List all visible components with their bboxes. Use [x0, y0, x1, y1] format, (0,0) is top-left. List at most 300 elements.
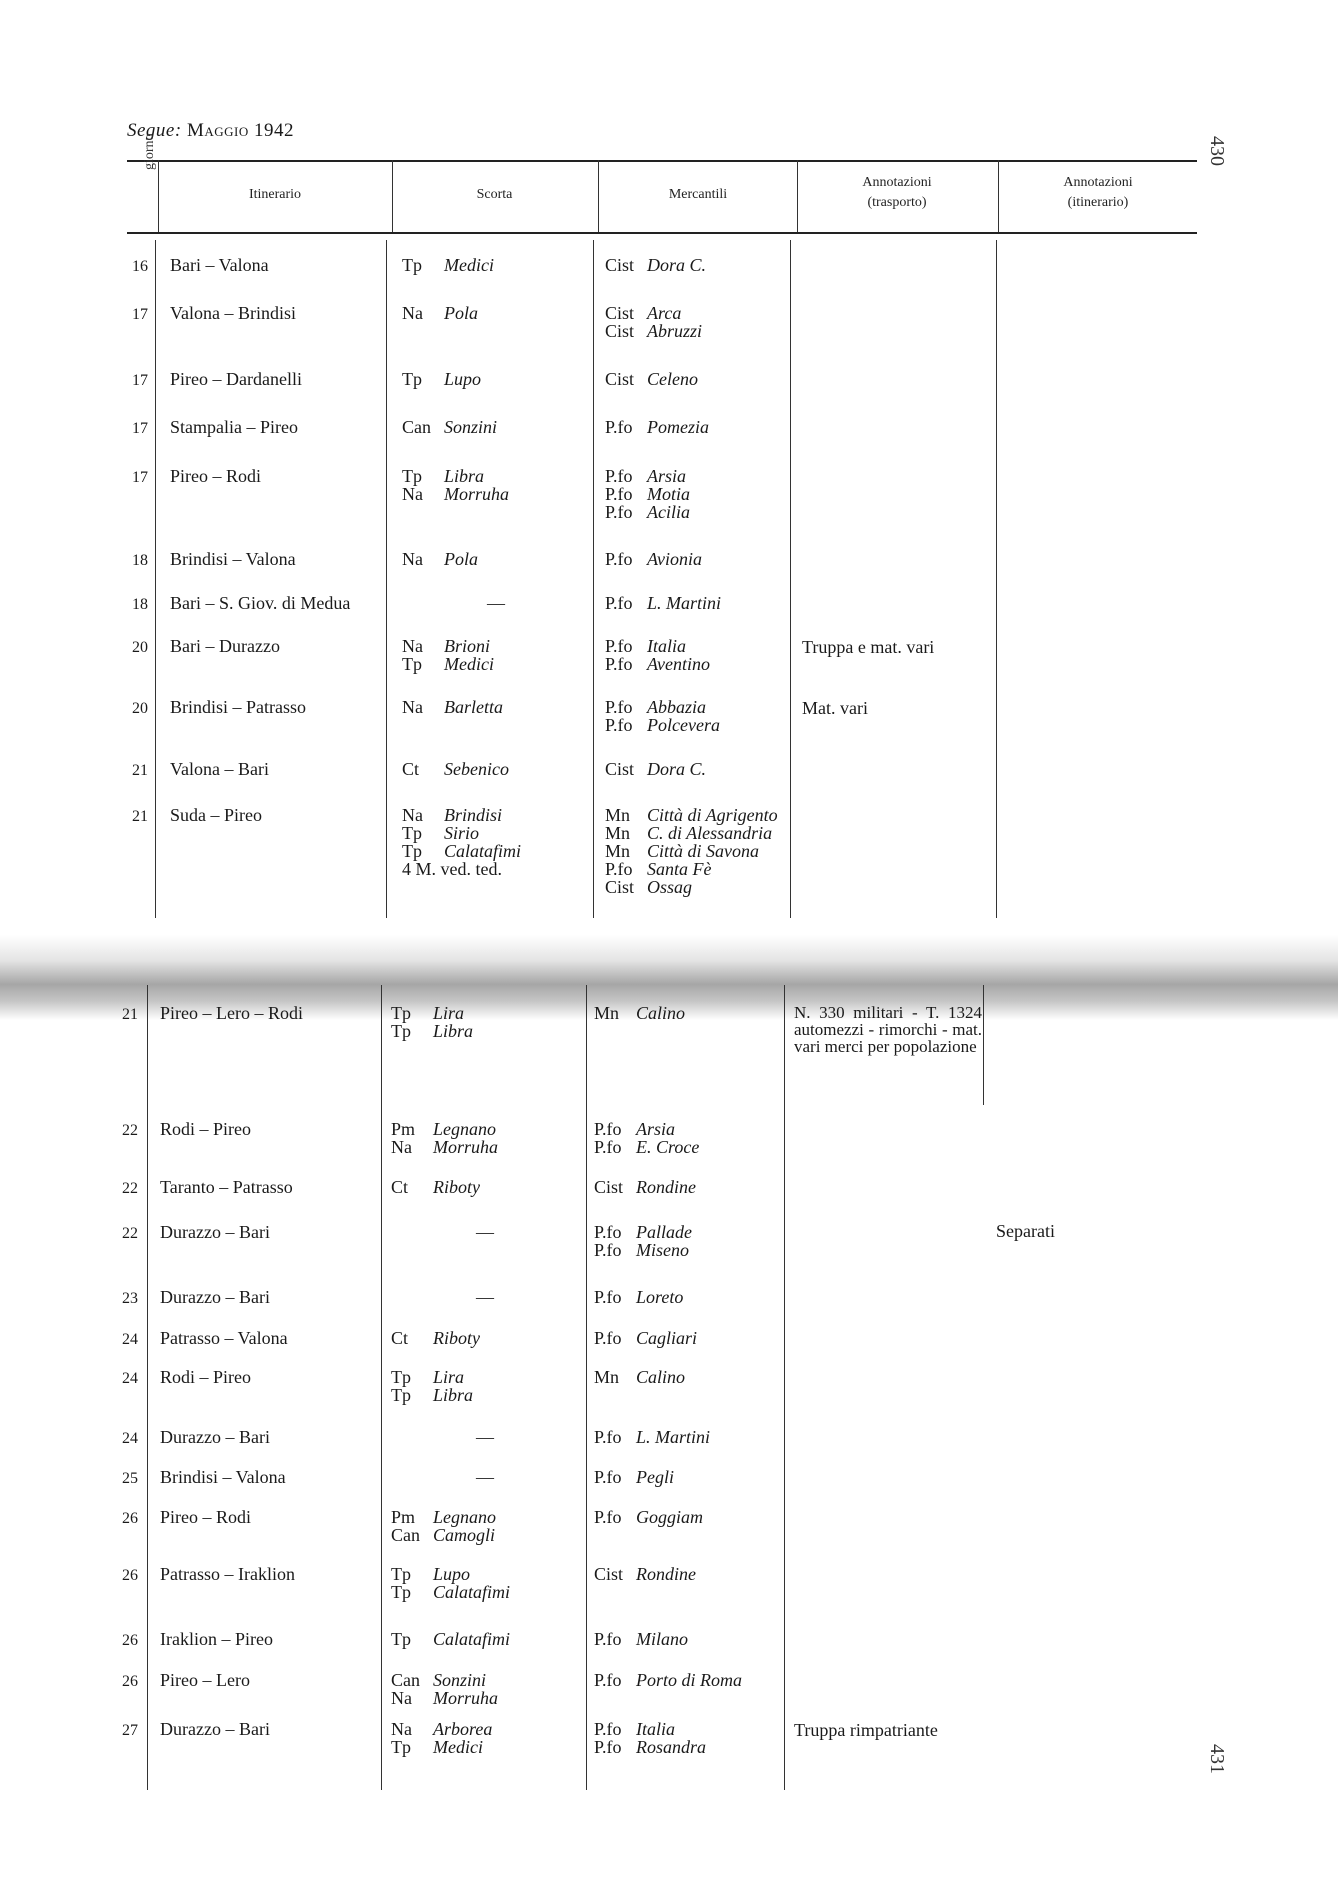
row-merchant-name: Rondine	[636, 1564, 696, 1584]
row-escort-type: Tp	[391, 1367, 411, 1387]
row-day: 23	[122, 1290, 138, 1307]
row-route: Durazzo – Bari	[160, 1719, 270, 1739]
row-escort-type: Tp	[391, 1021, 411, 1041]
row-merchant-name: Goggiam	[636, 1507, 703, 1527]
row-merchant-line	[594, 1630, 688, 1648]
row-escort-type: Tp	[391, 1385, 411, 1405]
row-route: Suda – Pireo	[170, 805, 262, 825]
row-day: 22	[122, 1180, 138, 1197]
row-escort-name: Libra	[444, 466, 485, 486]
row-day: 25	[122, 1470, 138, 1487]
row-merchant-type: P.fo	[594, 1467, 622, 1487]
row-escort-name: Lupo	[433, 1564, 471, 1584]
row-escort-line	[402, 256, 494, 274]
row-route: Bari – Durazzo	[170, 636, 280, 656]
row-escort-line	[402, 304, 478, 322]
row-merchant-line	[605, 418, 709, 436]
row-merchant-type: P.fo	[594, 1737, 622, 1757]
row-merchant-type: Cist	[605, 321, 635, 341]
row-escort-line	[476, 1468, 494, 1486]
row-route: Iraklion – Pireo	[160, 1629, 273, 1649]
row-merchant-type: Cist	[605, 255, 635, 275]
row-merchant-line	[605, 256, 706, 274]
col-divider-4-upper	[790, 240, 791, 918]
row-escort-name: Sirio	[444, 823, 480, 843]
row-escort-line	[391, 1565, 470, 1583]
column-header-annotazioni-trasporto-line1: Annotazioni	[862, 175, 932, 190]
row-merchant-type: Mn	[594, 1367, 620, 1387]
row-merchant-name: Motia	[647, 484, 690, 504]
row-merchant-line	[594, 1241, 689, 1259]
row-escort-line	[402, 860, 502, 878]
row-escort-name: Lupo	[444, 369, 482, 389]
column-header-annotazioni-itinerario	[998, 173, 1198, 213]
row-escort-name: Arborea	[433, 1719, 493, 1739]
row-merchant-name: Santa Fè	[647, 859, 712, 879]
row-escort-name: Lira	[433, 1003, 465, 1023]
row-escort-type: Na	[402, 697, 423, 717]
row-escort-name: Legnano	[433, 1507, 496, 1527]
segue-label: Segue:	[127, 120, 182, 141]
row-merchant-name: Milano	[636, 1629, 688, 1649]
row-escort-type: Na	[402, 549, 423, 569]
col-divider-4-top	[797, 160, 798, 232]
row-merchant-line	[605, 503, 690, 521]
row-route: Durazzo – Bari	[160, 1222, 270, 1242]
row-merchant-type: P.fo	[605, 636, 633, 656]
row-day: 17	[132, 469, 148, 486]
row-day: 22	[122, 1122, 138, 1139]
row-merchant-line	[605, 806, 778, 824]
col-divider-1-lower	[147, 985, 148, 1790]
column-header-mercantili: Mercantili	[668, 187, 728, 202]
row-escort-name: Calatafimi	[433, 1582, 511, 1602]
row-day: 22	[122, 1225, 138, 1242]
row-escort-type: Tp	[391, 1629, 411, 1649]
row-escort-line	[402, 485, 509, 503]
column-header-annotazioni-itinerario-line1: Annotazioni	[1063, 175, 1133, 190]
row-escort-line	[402, 760, 509, 778]
row-escort-line	[402, 370, 481, 388]
row-merchant-name: Italia	[636, 1719, 675, 1739]
row-escort-name: Medici	[444, 255, 494, 275]
row-escort-type: Na	[402, 303, 423, 323]
row-merchant-line	[594, 1368, 685, 1386]
row-merchant-type: P.fo	[594, 1119, 622, 1139]
row-merchant-name: Miseno	[636, 1240, 689, 1260]
row-escort-name: Lira	[433, 1367, 465, 1387]
row-merchant-line	[594, 1671, 742, 1689]
row-merchant-name: E. Croce	[636, 1137, 700, 1157]
row-escort-type: Ct	[391, 1328, 409, 1348]
row-escort-line	[391, 1329, 480, 1347]
row-merchant-line	[594, 1428, 710, 1446]
row-escort-line	[402, 698, 503, 716]
row-escort-type: Na	[402, 484, 423, 504]
row-escort-name: Brindisi	[444, 805, 503, 825]
row-merchant-name: Avionia	[647, 549, 702, 569]
row-escort-type: Tp	[391, 1564, 411, 1584]
column-header-annotazioni-itinerario-line2: (itinerario)	[1067, 195, 1129, 210]
row-merchant-line	[594, 1738, 706, 1756]
row-escort-name: Pola	[444, 303, 478, 323]
row-day: 21	[132, 762, 148, 779]
row-merchant-type: P.fo	[594, 1629, 622, 1649]
row-merchant-name: Aventino	[647, 654, 710, 674]
row-merchant-name: Polcevera	[647, 715, 720, 735]
row-day: 20	[132, 639, 148, 656]
row-merchant-name: Celeno	[647, 369, 698, 389]
row-merchant-name: Acilia	[647, 502, 690, 522]
col-divider-2-lower	[381, 985, 382, 1790]
row-merchant-name: Arsia	[647, 466, 687, 486]
row-merchant-type: P.fo	[605, 549, 633, 569]
row-escort-name: Riboty	[433, 1177, 480, 1197]
row-escort-type: 4 M. ved. ted.	[402, 859, 502, 879]
col-divider-1-upper	[155, 240, 156, 918]
row-merchant-type: P.fo	[605, 654, 633, 674]
row-merchant-name: Arsia	[636, 1119, 676, 1139]
row-merchant-type: Cist	[605, 369, 635, 389]
row-escort-name: Libra	[433, 1021, 474, 1041]
row-escort-type: Tp	[391, 1737, 411, 1757]
row-merchant-name: Abruzzi	[647, 321, 703, 341]
row-merchant-line	[605, 716, 720, 734]
row-merchant-name: Città di Savona	[647, 841, 759, 861]
row-escort-name: Morruha	[433, 1137, 499, 1157]
row-escort-line	[391, 1720, 492, 1738]
row-escort-line	[402, 842, 521, 860]
row-merchant-type: P.fo	[594, 1240, 622, 1260]
row-escort-type: Na	[391, 1688, 412, 1708]
row-merchant-type: P.fo	[605, 593, 633, 613]
row-day: 24	[122, 1430, 138, 1447]
row-escort-line	[487, 594, 505, 612]
row-escort-name: Medici	[433, 1737, 483, 1757]
row-merchant-name: Arca	[647, 303, 682, 323]
row-day: 20	[132, 700, 148, 717]
row-merchant-name: Italia	[647, 636, 686, 656]
row-day: 17	[132, 420, 148, 437]
row-escort-type: Tp	[402, 466, 422, 486]
row-escort-type: Na	[402, 636, 423, 656]
row-merchant-type: P.fo	[594, 1328, 622, 1348]
row-merchant-line	[594, 1178, 696, 1196]
row-escort-name: Riboty	[433, 1328, 480, 1348]
page-number-top: 430	[1206, 136, 1228, 166]
row-merchant-name: Abbazia	[647, 697, 707, 717]
row-merchant-name: Porto di Roma	[636, 1670, 742, 1690]
row-escort-type: Pm	[391, 1507, 416, 1527]
row-escort-type: —	[476, 1222, 494, 1242]
row-route: Patrasso – Valona	[160, 1328, 288, 1348]
row-merchant-line	[594, 1288, 683, 1306]
row-route: Pireo – Dardanelli	[170, 369, 302, 389]
row-merchant-name: Cagliari	[636, 1328, 698, 1348]
row-merchant-type: Cist	[605, 877, 635, 897]
row-merchant-type: P.fo	[594, 1719, 622, 1739]
row-escort-line	[391, 1004, 464, 1022]
row-merchant-line	[605, 842, 759, 860]
col-divider-5-upper	[996, 240, 997, 918]
row-escort-line	[391, 1368, 464, 1386]
row-escort-line	[391, 1178, 480, 1196]
row-escort-line	[391, 1138, 498, 1156]
row-route: Brindisi – Valona	[160, 1467, 286, 1487]
row-day: 24	[122, 1370, 138, 1387]
col-divider-3-lower	[586, 985, 587, 1790]
row-escort-line	[391, 1583, 510, 1601]
row-merchant-type: P.fo	[605, 417, 633, 437]
row-day: 26	[122, 1510, 138, 1527]
row-merchant-name: Città di Agrigento	[647, 805, 778, 825]
row-merchant-name: C. di Alessandria	[647, 823, 773, 843]
row-escort-type: —	[476, 1287, 494, 1307]
row-escort-name: Sonzini	[433, 1670, 487, 1690]
row-escort-type: Tp	[402, 369, 422, 389]
row-merchant-type: P.fo	[594, 1427, 622, 1447]
row-escort-line	[391, 1386, 473, 1404]
row-merchant-line	[594, 1565, 696, 1583]
row-merchant-type: P.fo	[605, 697, 633, 717]
column-header-annotazioni-trasporto	[797, 173, 997, 213]
row-merchant-name: L. Martini	[636, 1427, 711, 1447]
page-number-bottom: 431	[1206, 1744, 1228, 1774]
row-merchant-type: P.fo	[605, 484, 633, 504]
row-annotation-trasporto: Mat. vari	[802, 698, 868, 718]
column-header-giorno: giorno	[142, 133, 157, 170]
row-route: Pireo – Lero – Rodi	[160, 1003, 303, 1023]
row-merchant-line	[594, 1720, 675, 1738]
row-merchant-type: Mn	[605, 841, 631, 861]
row-merchant-type: Cist	[605, 759, 635, 779]
row-escort-line	[391, 1120, 496, 1138]
row-escort-line	[391, 1526, 495, 1544]
row-route: Pireo – Rodi	[170, 466, 262, 486]
row-day: 26	[122, 1567, 138, 1584]
row-merchant-line	[594, 1329, 697, 1347]
column-header-itinerario: Itinerario	[248, 187, 302, 202]
row-escort-type: Tp	[402, 255, 422, 275]
row-escort-name: Legnano	[433, 1119, 496, 1139]
col-divider-5-top	[998, 160, 999, 232]
row-annotation-itinerario: Separati	[996, 1221, 1055, 1241]
month-title: Maggio 1942	[186, 120, 294, 141]
row-escort-line	[402, 418, 497, 436]
row-route: Patrasso – Iraklion	[160, 1564, 295, 1584]
col-divider-4-lower	[784, 985, 785, 1790]
row-route: Rodi – Pireo	[160, 1119, 252, 1139]
col-divider-5-lower	[983, 985, 984, 1105]
row-escort-type: —	[476, 1467, 494, 1487]
row-merchant-line	[605, 637, 686, 655]
row-route: Pireo – Lero	[160, 1670, 250, 1690]
row-escort-line	[391, 1022, 473, 1040]
row-merchant-name: Ossag	[647, 877, 693, 897]
row-escort-line	[391, 1671, 486, 1689]
row-merchant-type: P.fo	[594, 1137, 622, 1157]
row-merchant-name: Dora C.	[647, 255, 707, 275]
row-escort-line	[391, 1689, 498, 1707]
row-day: 26	[122, 1673, 138, 1690]
row-escort-name: Morruha	[433, 1688, 499, 1708]
row-day: 21	[122, 1006, 138, 1023]
row-escort-type: Na	[391, 1137, 412, 1157]
row-escort-line	[402, 655, 494, 673]
column-header-scorta: Scorta	[476, 187, 513, 202]
row-day: 21	[132, 808, 148, 825]
col-divider-3-top	[598, 160, 599, 232]
row-merchant-type: P.fo	[605, 466, 633, 486]
row-merchant-type: Cist	[594, 1564, 624, 1584]
row-merchant-line	[605, 322, 702, 340]
row-merchant-type: Mn	[605, 823, 631, 843]
row-merchant-line	[594, 1508, 703, 1526]
row-escort-type: Tp	[391, 1003, 411, 1023]
col-divider-3-upper	[593, 240, 594, 918]
row-merchant-type: P.fo	[605, 715, 633, 735]
row-escort-type: Tp	[402, 841, 422, 861]
row-merchant-type: P.fo	[594, 1670, 622, 1690]
row-escort-name: Camogli	[433, 1525, 496, 1545]
row-merchant-name: Pegli	[636, 1467, 674, 1487]
row-escort-line	[402, 637, 490, 655]
row-merchant-type: Mn	[594, 1003, 620, 1023]
row-escort-type: —	[476, 1427, 494, 1447]
row-merchant-line	[594, 1468, 674, 1486]
row-merchant-line	[605, 304, 681, 322]
row-escort-line	[402, 806, 502, 824]
row-merchant-line	[605, 655, 710, 673]
row-escort-type: Na	[391, 1719, 412, 1739]
row-route: Durazzo – Bari	[160, 1287, 270, 1307]
row-merchant-line	[605, 824, 772, 842]
row-merchant-type: P.fo	[594, 1507, 622, 1527]
row-day: 16	[132, 258, 148, 275]
row-merchant-name: Pallade	[636, 1222, 692, 1242]
row-escort-name: Medici	[444, 654, 494, 674]
row-day: 27	[122, 1722, 138, 1739]
row-day: 17	[132, 372, 148, 389]
row-merchant-line	[605, 467, 686, 485]
row-route: Brindisi – Valona	[170, 549, 296, 569]
row-escort-line	[391, 1738, 483, 1756]
row-escort-name: Sonzini	[444, 417, 498, 437]
row-escort-type: Ct	[402, 759, 420, 779]
row-annotation-trasporto: N. 330 militari - T. 1324 automezzi - rimorchi - mat. vari merci per popolazione	[794, 1003, 982, 1056]
row-escort-line	[476, 1223, 494, 1241]
row-escort-name: Pola	[444, 549, 478, 569]
column-header-annotazioni-trasporto-line2: (trasporto)	[867, 195, 927, 210]
row-merchant-line	[594, 1138, 699, 1156]
row-route: Pireo – Rodi	[160, 1507, 252, 1527]
row-merchant-type: Cist	[605, 303, 635, 323]
row-merchant-name: Calino	[636, 1003, 686, 1023]
row-escort-line	[476, 1428, 494, 1446]
row-day: 26	[122, 1632, 138, 1649]
header-rule-bottom	[127, 232, 1197, 234]
row-route: Stampalia – Pireo	[170, 417, 298, 437]
row-escort-name: Barletta	[444, 697, 503, 717]
row-merchant-name: Rondine	[636, 1177, 696, 1197]
row-route: Rodi – Pireo	[160, 1367, 252, 1387]
row-merchant-name: Calino	[636, 1367, 686, 1387]
row-escort-line	[402, 824, 479, 842]
row-escort-name: Sebenico	[444, 759, 509, 779]
row-escort-name: Morruha	[444, 484, 510, 504]
row-merchant-type: P.fo	[594, 1222, 622, 1242]
row-merchant-name: L. Martini	[647, 593, 722, 613]
row-escort-type: Tp	[402, 823, 422, 843]
row-merchant-line	[605, 550, 702, 568]
row-merchant-type: P.fo	[605, 502, 633, 522]
row-escort-type: Pm	[391, 1119, 416, 1139]
row-merchant-name: Dora C.	[647, 759, 707, 779]
col-divider-2-top	[392, 160, 393, 232]
row-escort-line	[391, 1508, 496, 1526]
row-day: 17	[132, 306, 148, 323]
row-escort-type: Tp	[402, 654, 422, 674]
row-escort-type: Tp	[391, 1582, 411, 1602]
row-route: Valona – Brindisi	[170, 303, 296, 323]
row-route: Brindisi – Patrasso	[170, 697, 307, 717]
row-escort-type: Na	[402, 805, 423, 825]
row-escort-type: Can	[391, 1670, 420, 1690]
row-merchant-line	[594, 1004, 685, 1022]
row-merchant-line	[605, 594, 721, 612]
row-escort-line	[476, 1288, 494, 1306]
row-route: Valona – Bari	[170, 759, 269, 779]
row-day: 18	[132, 552, 148, 569]
row-merchant-line	[594, 1120, 675, 1138]
row-merchant-line	[605, 860, 712, 878]
row-merchant-line	[605, 878, 692, 896]
row-merchant-line	[605, 485, 690, 503]
row-route: Bari – S. Giov. di Medua	[170, 593, 351, 613]
row-escort-type: Ct	[391, 1177, 409, 1197]
row-merchant-type: Cist	[594, 1177, 624, 1197]
col-divider-1-top	[158, 160, 159, 232]
row-route: Taranto – Patrasso	[160, 1177, 293, 1197]
header-rule-top	[127, 160, 1197, 162]
row-route: Bari – Valona	[170, 255, 269, 275]
row-route: Durazzo – Bari	[160, 1427, 270, 1447]
row-merchant-line	[605, 760, 706, 778]
row-escort-type: Can	[391, 1525, 420, 1545]
col-divider-2-upper	[386, 240, 387, 918]
row-merchant-name: Pomezia	[647, 417, 709, 437]
row-annotation-trasporto: Truppa rimpatriante	[794, 1720, 938, 1740]
row-merchant-type: P.fo	[594, 1287, 622, 1307]
row-merchant-type: P.fo	[605, 859, 633, 879]
row-escort-line	[402, 550, 478, 568]
row-merchant-type: Mn	[605, 805, 631, 825]
row-escort-line	[391, 1630, 510, 1648]
row-escort-type: Can	[402, 417, 431, 437]
row-escort-name: Calatafimi	[444, 841, 522, 861]
row-escort-name: Libra	[433, 1385, 474, 1405]
row-merchant-line	[594, 1223, 692, 1241]
row-day: 18	[132, 596, 148, 613]
row-escort-name: Calatafimi	[433, 1629, 511, 1649]
row-escort-line	[402, 467, 484, 485]
row-merchant-line	[605, 370, 698, 388]
row-merchant-name: Rosandra	[636, 1737, 707, 1757]
row-annotation-trasporto: Truppa e mat. vari	[802, 637, 935, 657]
row-day: 24	[122, 1331, 138, 1348]
row-merchant-line	[605, 698, 706, 716]
row-merchant-name: Loreto	[636, 1287, 684, 1307]
